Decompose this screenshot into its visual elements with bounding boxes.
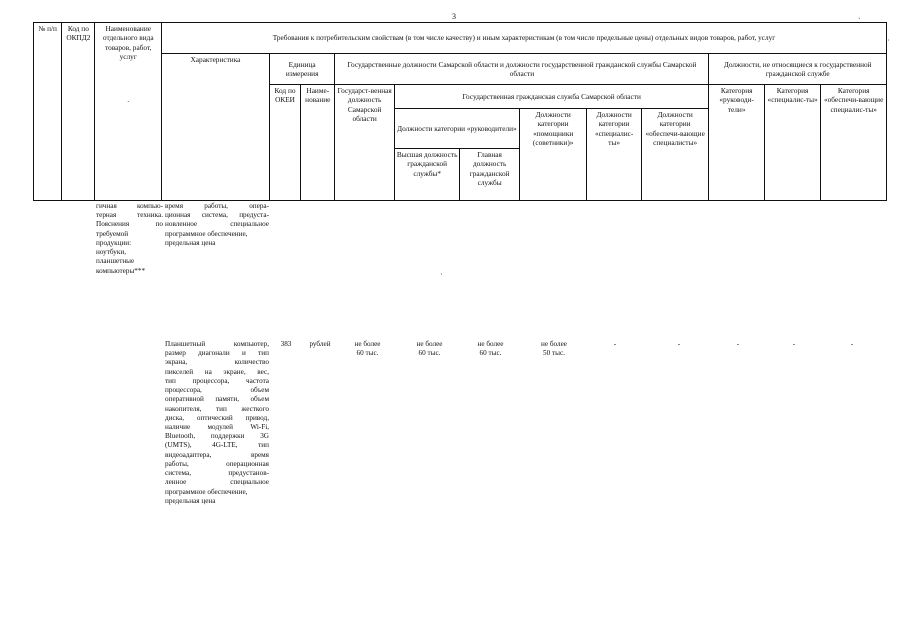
specialists-header: Должности категории «специалис-ты» <box>587 109 641 201</box>
char-line: система, предустанов- <box>165 469 269 478</box>
main-position-header: Главная должность гражданской службы <box>460 149 519 201</box>
char-line: пикселей на экране, вес, <box>165 367 269 376</box>
char-line: экрана, количество <box>165 358 269 367</box>
characteristic-header: Характеристика <box>162 54 270 201</box>
scan-speck: · <box>887 36 890 45</box>
nc-leaders-value: - <box>736 340 740 348</box>
char-line: ленное специальное <box>165 478 269 487</box>
nc-support-value: - <box>850 340 854 348</box>
civil-service-header: Государственная гражданская служба Самарской области <box>394 85 709 109</box>
assistants-header: Должности категории «помощники (советники)» <box>519 109 587 201</box>
char-line: накопителя, тип жесткого <box>165 404 269 413</box>
scan-speck: · <box>440 270 443 279</box>
fragment-char-line: предельная цена <box>165 238 216 247</box>
fragment-name-line: компьютеры*** <box>96 266 146 275</box>
highest-position-header: Высшая должность гражданской службы* <box>394 149 460 201</box>
unit-name-header: Наиме-нование <box>301 85 335 201</box>
nc-support-header: Категория «обеспечи-вающие специалис-ты» <box>821 85 887 201</box>
char-line: Планшетный компьютер, <box>165 340 269 348</box>
unit-value: рублей <box>309 340 331 348</box>
requirements-table-header <box>33 22 887 201</box>
gov-position-value: не более 60 тыс. <box>354 340 381 358</box>
char-line: (UMTS), 4G-LTE, тип <box>165 441 269 450</box>
unit-header: Единица измерения <box>269 54 335 85</box>
char-line: программное обеспечение, <box>165 487 248 496</box>
main-position-value: не более 60 тыс. <box>477 340 504 358</box>
nc-specialists-value: - <box>792 340 796 348</box>
support-specialists-value: - <box>677 340 681 348</box>
gov-position-header: Государст-венная должность Самарской области <box>335 85 394 201</box>
char-line: наличие модулей Wi-Fi, <box>165 422 269 431</box>
col-name-header: Наименование отдельного вида товаров, работ, услуг · <box>95 23 162 201</box>
fragment-char-line: программное обеспечение, <box>165 229 248 238</box>
fragment-name-line: планшетные <box>96 257 135 266</box>
fragment-char-line: новленное специальное <box>165 220 269 229</box>
fragment-name-line: гичная компью- <box>96 202 163 210</box>
requirements-header: Требования к потребительским свойствам (в том числе качеству) и иным характеристикам (в том числе предельные цены) отдельных видов товаров, работ, услуг <box>162 23 887 54</box>
leaders-category-header: Должности категории «руководители» <box>394 109 519 149</box>
char-line: оперативной памяти, объем <box>165 395 269 404</box>
col-okpd-header: Код по ОКПД2 <box>62 23 95 201</box>
char-line: размер диагонали и тип <box>165 349 269 358</box>
char-line: Bluetooth, поддержки 3G <box>165 432 269 441</box>
page-number: 3 <box>452 12 456 21</box>
non-civil-header: Должности, не относящиеся к государственной гражданской службе <box>709 54 887 85</box>
fragment-name-line: Пояснения по <box>96 220 163 229</box>
fragment-name-line: терная техника. <box>96 211 163 220</box>
scan-speck: ˎ <box>858 10 861 19</box>
char-line: процессора, объем <box>165 386 269 395</box>
char-line: предельная цена <box>165 496 216 505</box>
fragment-name-line: продукции: <box>96 238 132 247</box>
col-num-header: № п/п <box>34 23 62 201</box>
fragment-name-line: требуемой <box>96 229 129 238</box>
highest-position-value: не более 60 тыс. <box>416 340 443 358</box>
okei-header: Код по ОКЕИ <box>269 85 300 201</box>
fragment-name-line: ноутбуки, <box>96 248 127 257</box>
fragment-char-line: ционная система, предуста- <box>165 211 269 220</box>
nc-specialists-header: Категория «специалис-ты» <box>764 85 820 201</box>
char-line: видеоадаптера, время <box>165 450 269 459</box>
specialists-value: - <box>613 340 617 348</box>
assistants-value: не более 50 тыс. <box>541 340 567 358</box>
state-positions-header: Государственные должности Самарской области и должности государственной гражданской службы Самарской области <box>335 54 709 85</box>
fragment-char-line: время работы, опера- <box>165 202 269 210</box>
char-line: диска, оптический привод, <box>165 413 269 422</box>
okei-value: 383 <box>280 340 292 348</box>
fragment-name <box>96 202 163 276</box>
nc-leaders-header: Категория «руководи-тели» <box>709 85 764 201</box>
fragment-characteristic <box>165 202 269 248</box>
char-line: работы, операционная <box>165 459 269 468</box>
support-specialists-header: Должности категории «обеспечи-вающие специалисты» <box>641 109 709 201</box>
tablet-characteristic <box>165 340 269 506</box>
char-line: тип процессора, частота <box>165 376 269 385</box>
col-name-label: Наименование отдельного вида товаров, работ, услуг <box>102 24 154 61</box>
